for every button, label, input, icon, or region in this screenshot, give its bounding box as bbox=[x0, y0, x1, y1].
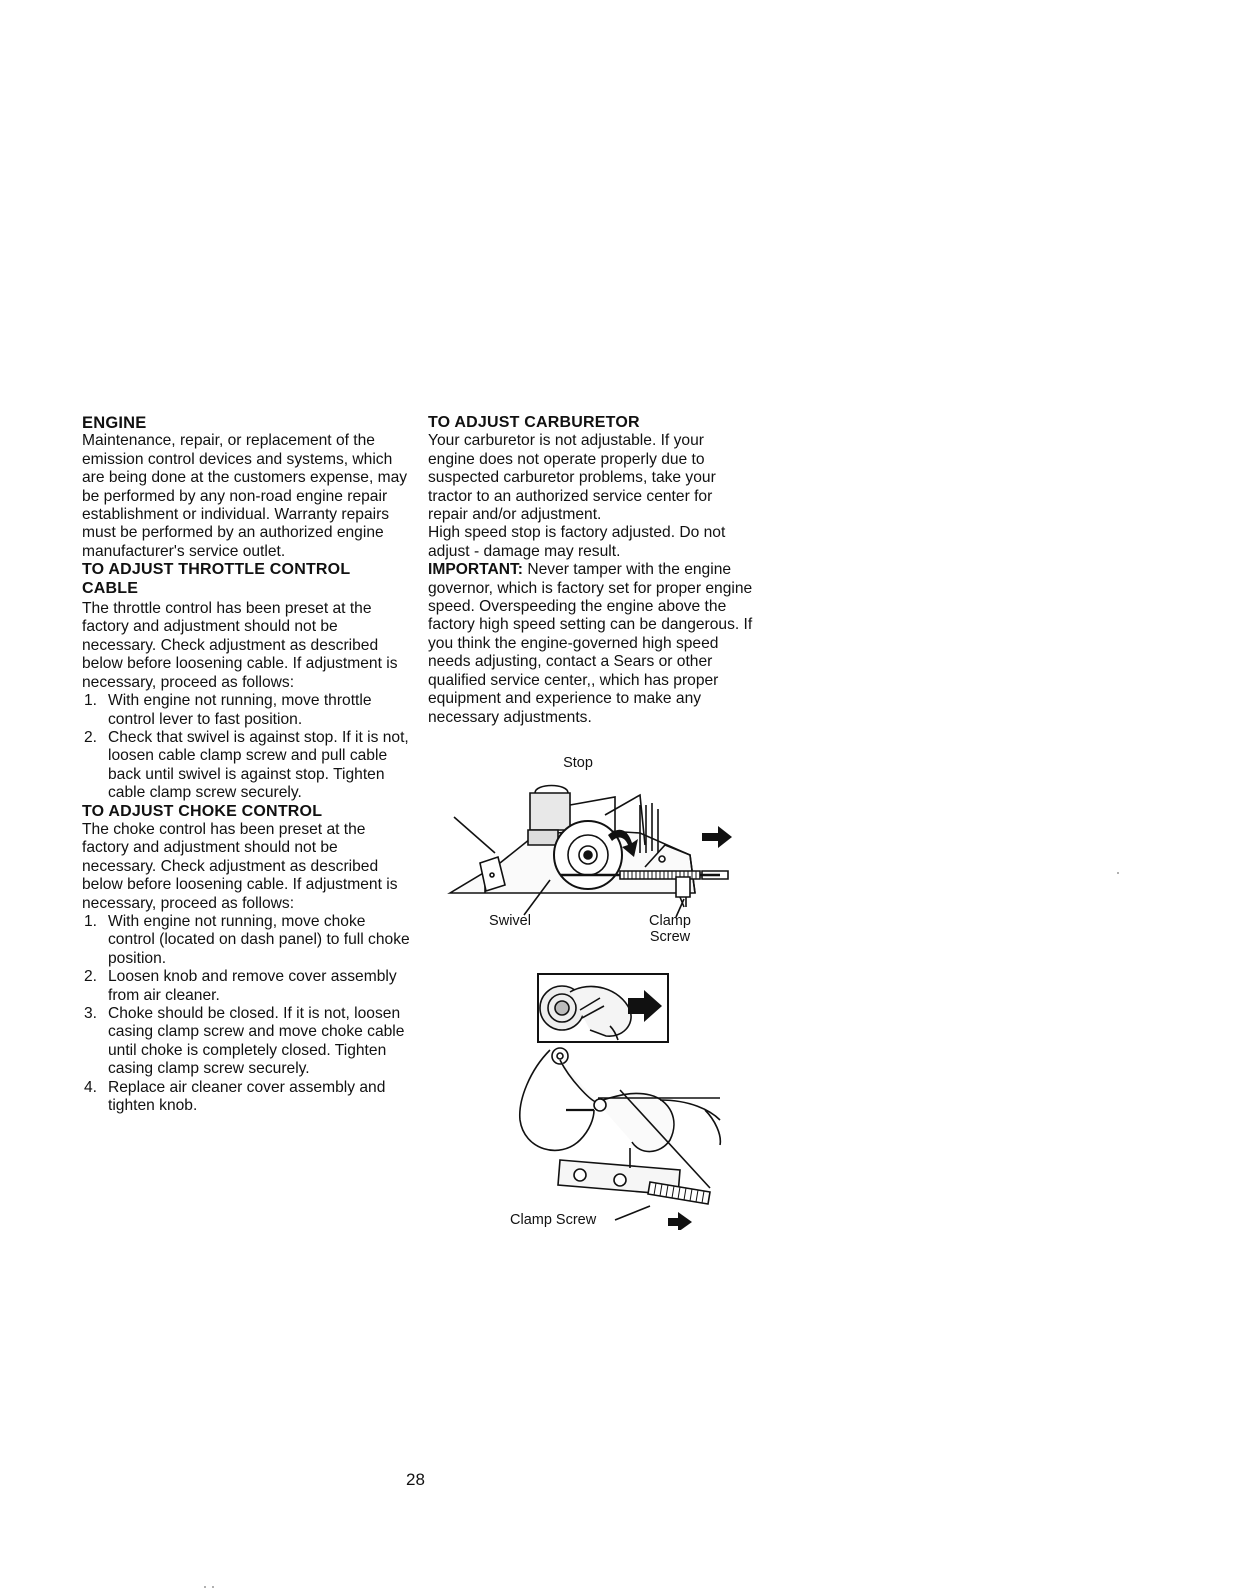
step-number: 3. bbox=[84, 1005, 98, 1022]
choke-body: The choke control has been preset at the factory and adjustment should not be necessary. Check adjustment as described below before loosening cable. If adjustment is necessary, proceed as follows: bbox=[82, 820, 398, 912]
step-number: 2. bbox=[84, 728, 98, 746]
carburetor-heading: TO ADJUST CARBURETOR bbox=[428, 414, 640, 431]
scan-speck bbox=[204, 1586, 206, 1588]
step-text: Check that swivel is against stop. If it is not, loosen cable clamp screw and pull cable back until swivel is against stop. Tighten cable clamp screw securely. bbox=[108, 728, 409, 802]
choke-heading: TO ADJUST CHOKE CONTROL bbox=[82, 802, 323, 820]
high-speed-note: High speed stop is factory adjusted. Do not adjust - damage may result. bbox=[428, 524, 726, 560]
step-number: 4. bbox=[84, 1078, 98, 1096]
step-text: With engine not running, move throttle control lever to fast position. bbox=[108, 692, 372, 728]
carburetor-body: Your carburetor is not adjustable. If your engine does not operate properly due to suspected carburetor problems, take your tractor to an authorized service center for repair and/or adjustment. bbox=[428, 432, 716, 524]
list-item bbox=[82, 1005, 410, 1079]
left-column bbox=[82, 414, 410, 1115]
step-text: Replace air cleaner cover assembly and tighten knob. bbox=[108, 1078, 386, 1115]
screw-label: Screw bbox=[649, 929, 691, 945]
scan-speck bbox=[212, 1586, 214, 1588]
list-item bbox=[82, 692, 410, 729]
important-note bbox=[428, 561, 754, 727]
list-item bbox=[82, 913, 410, 968]
throttle-linkage-illustration bbox=[440, 775, 740, 925]
right-column bbox=[428, 414, 754, 727]
important-text: Never tamper with the engine governor, which is factory set for proper engine speed. Overspeeding the engine above the factory high speed setting can be dangerous. If you think the engine-governed high speed needs adjusting, contact a Sears or other qualified service center,, which has proper equipment and experience to make any necessary adjustments. bbox=[428, 561, 753, 726]
clamp-screw-label: Clamp Screw bbox=[510, 1212, 597, 1228]
stop-label: Stop bbox=[563, 755, 593, 771]
throttle-figure bbox=[440, 755, 740, 955]
step-text: Loosen knob and remove cover assembly from air cleaner. bbox=[108, 968, 397, 1004]
engine-heading: ENGINE bbox=[82, 414, 147, 432]
choke-figure bbox=[510, 970, 740, 1240]
step-text: With engine not running, move choke control (located on dash panel) to full choke position. bbox=[108, 912, 410, 967]
list-item bbox=[82, 968, 410, 1005]
step-text: Choke should be closed. If it is not, loosen casing clamp screw and move choke cable until choke is completely closed. Tighten casing clamp screw securely. bbox=[108, 1005, 405, 1078]
step-number: 1. bbox=[84, 692, 98, 710]
throttle-heading: TO ADJUST THROTTLE CONTROL CABLE bbox=[82, 561, 351, 597]
throttle-body: The throttle control has been preset at the factory and adjustment should not be necessary. Check adjustment as described below before loosening cable. If adjustment is necessary, proceed as follows: bbox=[82, 600, 398, 691]
throttle-steps bbox=[82, 692, 410, 802]
list-item bbox=[82, 729, 410, 803]
engine-body: Maintenance, repair, or replacement of the emission control devices and systems, which are being done at the customers expense, may be performed by any non-road engine repair establishment or individual. Warranty repairs must be performed by an authorized engine manufacturer's service outlet. bbox=[82, 432, 408, 560]
list-item bbox=[82, 1079, 410, 1116]
important-label: IMPORTANT: bbox=[428, 561, 523, 579]
page-number: 28 bbox=[406, 1470, 425, 1489]
swivel-label: Swivel bbox=[489, 913, 531, 929]
clamp-label: Clamp bbox=[649, 913, 691, 929]
step-number: 1. bbox=[84, 912, 98, 930]
step-number: 2. bbox=[84, 968, 98, 986]
scan-speck bbox=[1117, 872, 1119, 874]
choke-illustration bbox=[510, 970, 740, 1230]
choke-steps bbox=[82, 913, 410, 1115]
